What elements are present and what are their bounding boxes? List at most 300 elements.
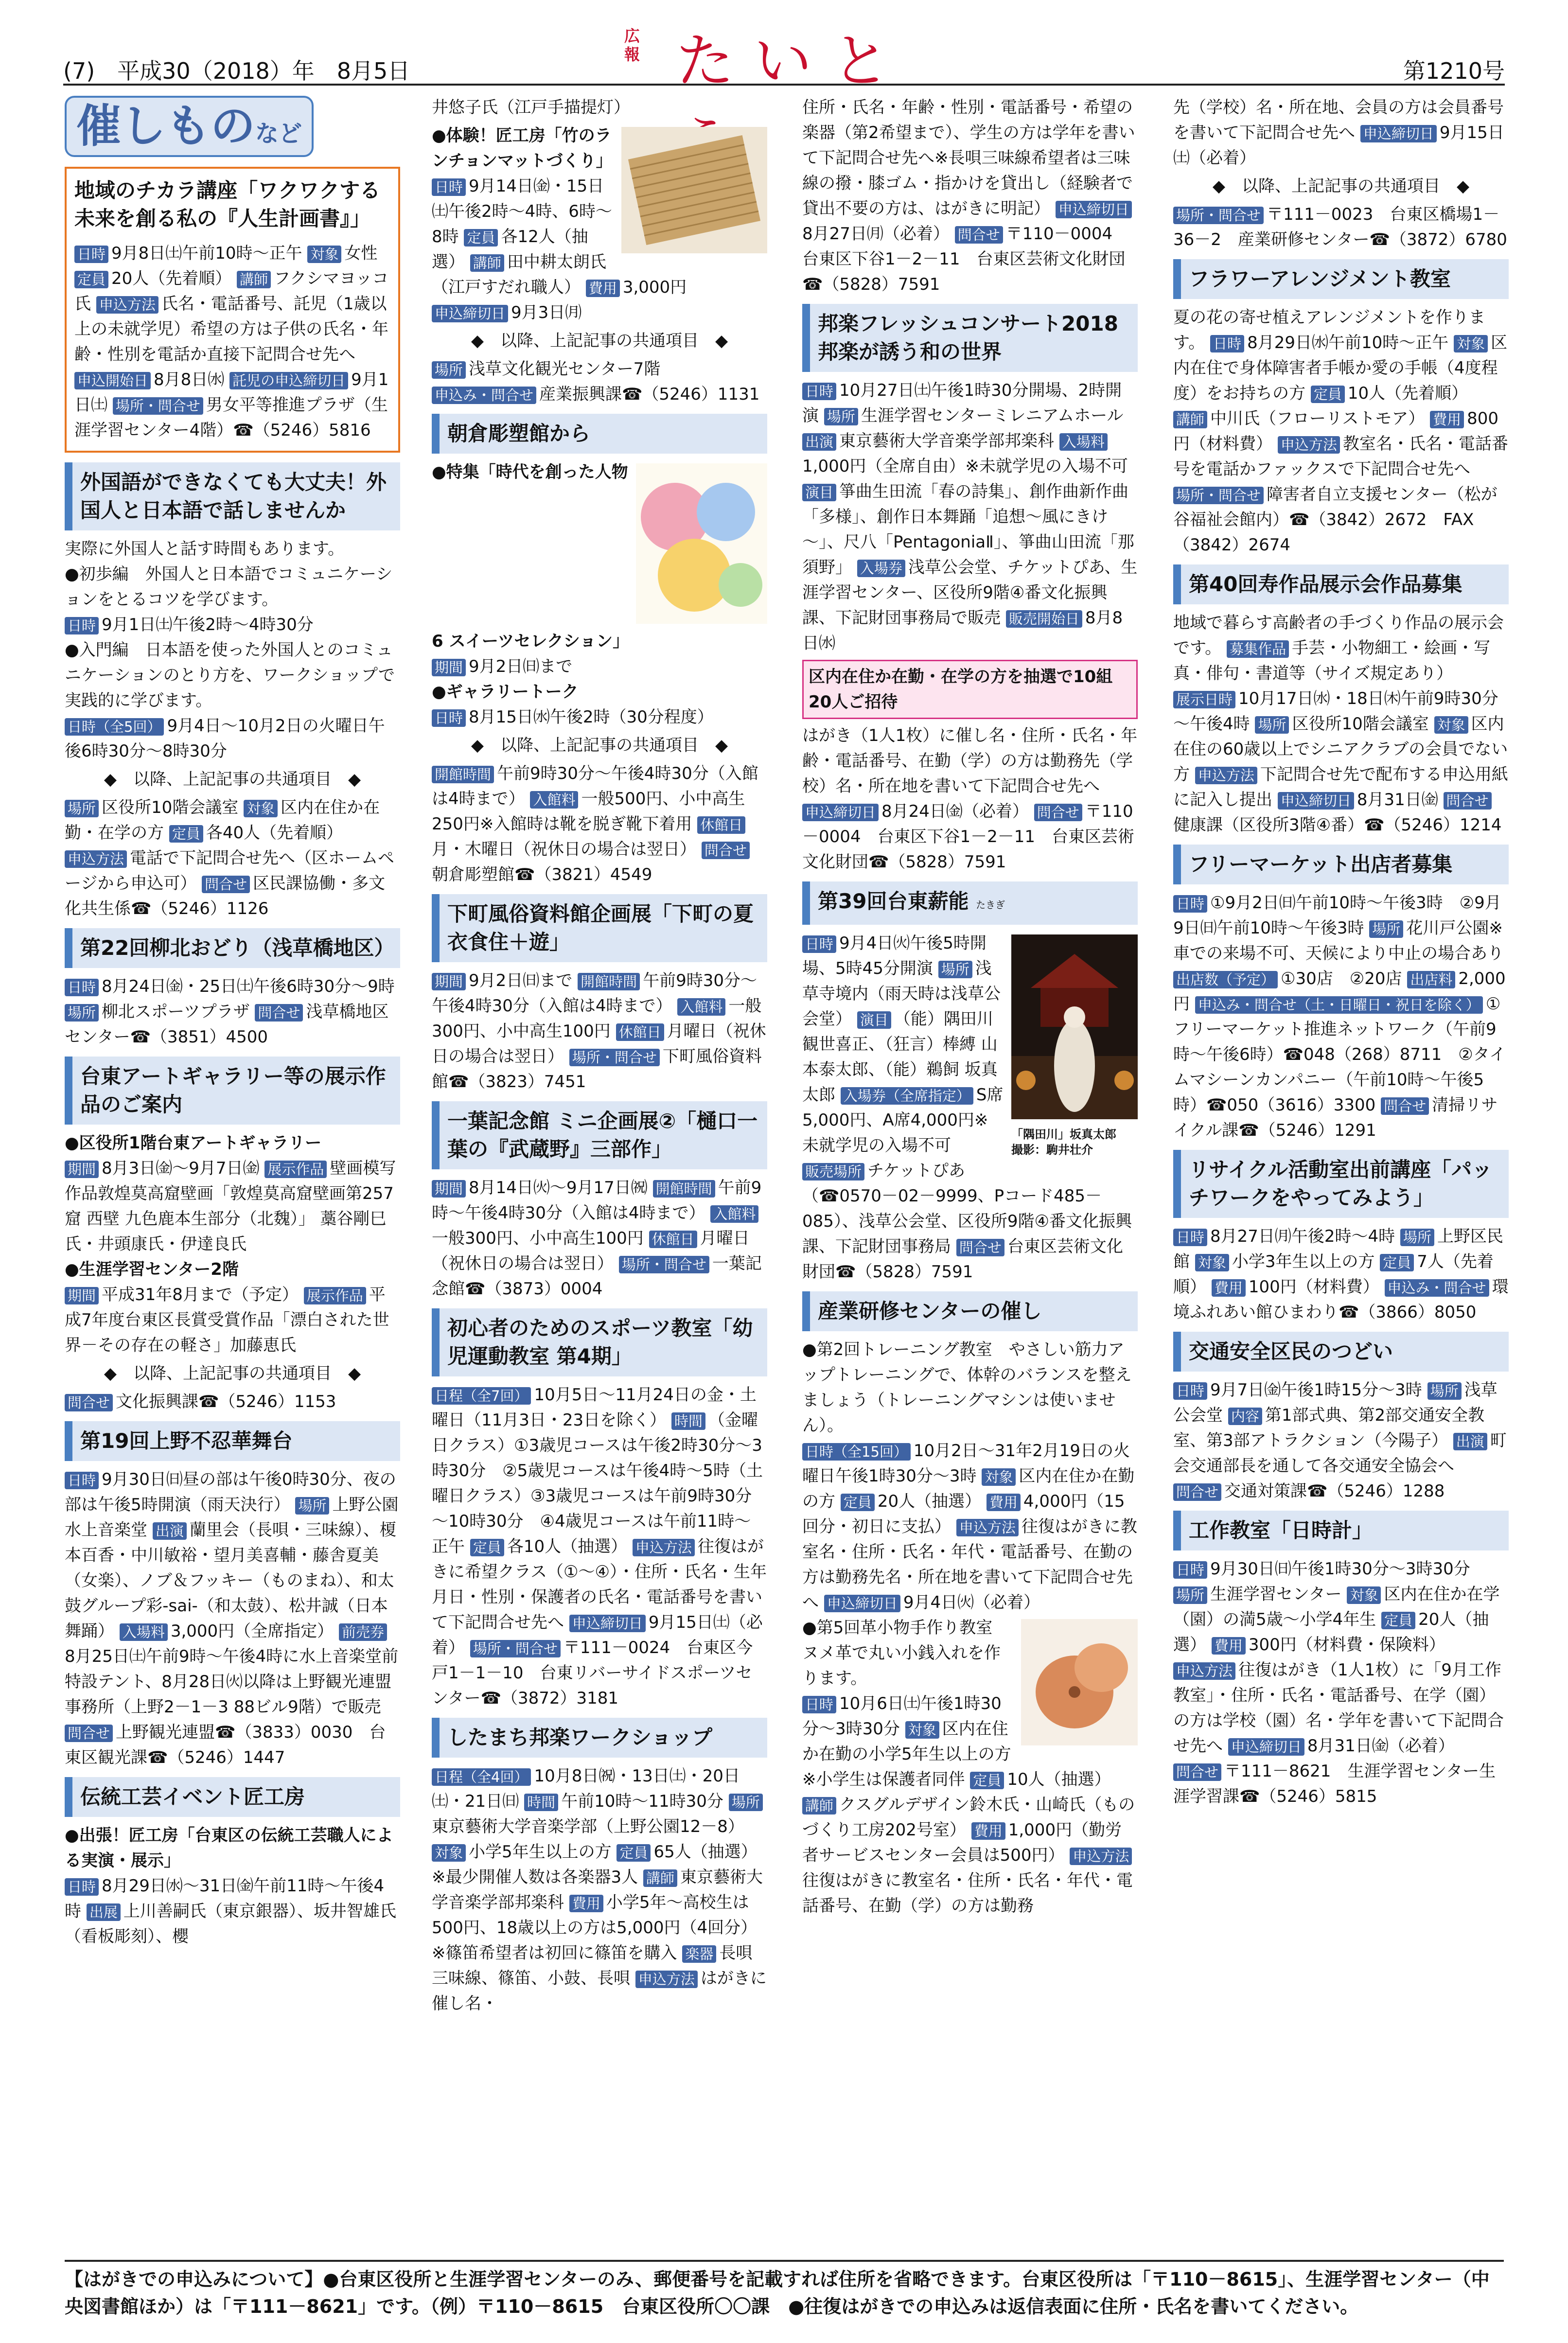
label-tag: 場所 — [65, 1004, 99, 1022]
detail-text: 区内在住の60歳以上でシニアクラブの会員でない方 — [1173, 714, 1508, 784]
detail-text: 午前9時～午後4時30分（入館は4時まで） — [432, 1178, 762, 1223]
detail-text: 月曜日（祝休日の場合は翌日） — [432, 1022, 766, 1066]
detail-text: 8月3日㈮～9月7日㈮ — [102, 1159, 260, 1178]
label-tag: 申込締切日 — [569, 1615, 646, 1632]
detail-text: 8月31日㈮（必着） — [1307, 1736, 1455, 1756]
detail-text: 区役所10階会議室 — [1292, 714, 1429, 734]
detail-text: 10人（先着順） — [1347, 384, 1468, 403]
detail-text: 9月14日㈮・15日㈯午後2時～4時、6時～8時 — [432, 176, 612, 247]
article-body — [432, 968, 767, 1094]
postcard-notice-footer: 【はがきでの申込みについて】●台東区役所と生涯学習センターのみ、郵便番号を記載すれば住所を省略できます。台東区役所は「〒110－8615」、生涯学習センター（中央図書館ほか）は「〒111－8621」です。（例）〒110－8615 台東区役所〇〇課 ●往復はがきでの申込みは返信表面に住所・氏名を書いてください。 — [65, 2260, 1504, 2320]
label-tag: 申込締切日 — [1278, 792, 1354, 810]
detail-text: 長唄三味線、篠笛、小鼓、長唄 — [432, 1943, 753, 1988]
detail-text: 下記問合せ先で配布する申込用紙に記入し提出 — [1173, 765, 1508, 810]
continued-text: 住所・氏名・年齢・性別・電話番号・希望の楽器（第2希望まで）、学生の方は学年を書いて下記問合せ先へ※長唄三味線希望者は三味線の撥・膝ゴム・指かけを貸出し（経験者で貸出不要の方は、はがきに明記） — [802, 98, 1135, 218]
article-title: 第40回寿作品展示会作品募集 — [1173, 564, 1509, 604]
label-tag: 日時 — [1173, 1561, 1207, 1579]
article-body — [1173, 890, 1509, 1143]
label-tag: 場所・問合せ — [569, 1049, 660, 1066]
detail-text: 環境ふれあい館ひまわり☎（3866）8050 — [1173, 1277, 1509, 1322]
detail-text: 10月17日㈬・18日㈭午前9時30分～午後4時 — [1173, 689, 1498, 734]
ruby-reading: たきぎ — [976, 899, 1005, 911]
detail-text: 東京藝術大学音楽学部（上野公園12－8） — [432, 1817, 744, 1836]
label-tag: 場所・問合せ — [1173, 207, 1264, 224]
label-tag: 定員 — [1380, 1254, 1414, 1271]
label-tag: 期間 — [432, 1180, 466, 1198]
article-body — [65, 1130, 400, 1414]
label-tag: 入館料 — [677, 998, 725, 1016]
label-tag: 申込方法 — [65, 850, 127, 868]
article-body — [1173, 95, 1509, 252]
label-tag: 日時 — [65, 617, 99, 634]
issue-number: 第1210号 — [1403, 58, 1505, 84]
label-tag: 申込締切日 — [432, 305, 508, 322]
detail-text: 〒111－0023 台東区橋場1－36－2 産業研修センター☎（3872）6780 — [1173, 205, 1507, 249]
label-tag: 定員 — [841, 1494, 875, 1511]
label-tag: 楽器 — [682, 1945, 716, 1963]
common-items-separator: ◆ 以降、上記記事の共通項目 ◆ — [104, 770, 361, 789]
label-tag: 期間 — [432, 659, 466, 676]
detail-text: 箏曲生田流「春の詩集」、創作曲新作曲「多様」、創作日本舞踊「追想～風にきけ～」、尺八「PentagoniaⅡ」、箏曲山田流「那須野」 — [802, 482, 1134, 577]
label-tag: 問合せ — [1173, 1483, 1221, 1501]
detail-text: 清掃リサイクル課☎（5246）1291 — [1173, 1095, 1498, 1140]
label-tag: 問合せ — [702, 842, 750, 859]
label-tag: 講師 — [643, 1869, 677, 1887]
detail-text: 生涯学習センター — [1210, 1585, 1342, 1604]
label-tag: 費用 — [1430, 411, 1464, 428]
article-title: 下町風俗資料館企画展「下町の夏 衣食住＋遊」 — [432, 894, 767, 962]
label-tag: 場所 — [1400, 1229, 1434, 1246]
article-title: 第22回柳北おどり（浅草橋地区） — [65, 928, 400, 968]
article-body — [802, 1337, 1138, 1919]
newspaper-logo — [617, 15, 968, 95]
label-tag: 時間 — [524, 1794, 558, 1811]
detail-text: 9月4日㈫（必着） — [903, 1593, 1040, 1612]
label-tag: 日時（全5回） — [65, 718, 164, 736]
detail-text: 9月30日㈰午後1時30分～3時30分 — [1210, 1559, 1470, 1579]
article-title: 第19回上野不忍華舞台 — [65, 1421, 400, 1461]
label-tag: 定員 — [617, 1844, 651, 1862]
detail-text: 〒111－0024 台東区今戸1－1－10 台東リバーサイドスポーツセンター☎（3872）3181 — [432, 1638, 753, 1708]
detail-text: （能）隅田川 観世喜正、（狂言）棒縛 山本泰太郎、（能）鵜飼 坂真太郎 — [802, 1009, 998, 1105]
detail-text: 各10人（抽選） — [507, 1537, 628, 1556]
detail-text: 一葉記念館☎（3873）0004 — [432, 1254, 762, 1299]
label-tag: 日時 — [432, 178, 466, 196]
noh-photo-figure — [1011, 934, 1138, 1158]
label-tag: 問合せ — [202, 876, 250, 893]
issue-date: (7) 平成30（2018）年 8月5日 — [63, 58, 410, 84]
label-tag: 定員 — [1311, 386, 1345, 403]
detail-text: 9月30日㈰昼の部は午後0時30分、夜の部は午後5時開演（雨天決行） — [65, 1470, 396, 1515]
detail-text: 9月2日㈰まで — [469, 657, 573, 676]
body-text: 夏の花の寄せ植えアレンジメントを作ります。 — [1173, 308, 1485, 352]
detail-text: 7人（先着順） — [1173, 1252, 1494, 1297]
detail-text: 10月8日㈷・13日㈯・20日㈯・21日㈰ — [432, 1766, 740, 1811]
detail-text: 8月24日㈮（必着） — [881, 802, 1029, 821]
label-tag: 休館日 — [649, 1231, 697, 1248]
article-title: 工作教室「日時計」 — [1173, 1511, 1509, 1550]
detail-text: 8月27日㈪（必着） — [802, 224, 950, 244]
photo-caption: 「隅田川」坂真太郎 撮影：駒井壮介 — [1011, 1127, 1128, 1157]
label-tag: 申込開始日 — [74, 372, 151, 389]
label-tag: 期間 — [65, 1287, 99, 1304]
label-tag: 開館時間 — [578, 973, 640, 990]
article-title-text: 第39回台東薪能 — [818, 889, 969, 913]
label-tag: 日時 — [1173, 895, 1207, 913]
label-tag: 場所 — [295, 1497, 329, 1515]
detail-text: 電話で下記問合せ先へ（区ホームページから申込可） — [65, 848, 395, 893]
article-title — [802, 881, 1138, 925]
label-tag: 申込み・問合せ（土・日曜日・祝日を除く） — [1195, 996, 1483, 1014]
label-tag: 費用 — [987, 1494, 1021, 1511]
label-tag: 時間 — [671, 1412, 705, 1430]
label-tag: 申込締切日 — [1056, 201, 1132, 218]
label-tag: 費用 — [1212, 1279, 1246, 1297]
label-tag: 日時 — [802, 383, 836, 400]
detail-text: 壁画模写作品敦煌莫高窟壁画「敦煌莫高窟壁画第257窟 西壁 九色鹿本生部分（北魏）」 藁谷剛巳氏・井頭康氏・伊達良氏 — [65, 1159, 396, 1254]
detail-text: 8月14日㈫～9月17日㈷ — [469, 1178, 648, 1198]
label-tag: 入場料 — [120, 1623, 168, 1641]
detail-text: 小学3年生以上の方 — [1232, 1252, 1375, 1271]
article-body — [74, 241, 390, 443]
detail-text: 往復はがきに教室名・住所・氏名・年代・電話番号、在勤（学）の方は勤務 — [802, 1871, 1133, 1916]
detail-text: 3,000円 — [622, 278, 687, 297]
label-tag: 費用 — [586, 280, 620, 297]
label-tag: 販売開始日 — [1006, 610, 1082, 628]
detail-text: 産業振興課☎（5246）1131 — [539, 385, 760, 404]
label-tag: 申込み・問合せ — [432, 387, 536, 404]
detail-text: 区内在住か在勤の小学5年生以上の方※小学生は保護者同伴 — [802, 1719, 1011, 1789]
detail-text: 午前9時30分～午後4時30分（入館は4時まで） — [432, 764, 758, 809]
article-body — [432, 1175, 767, 1302]
label-tag: 場所 — [729, 1794, 763, 1811]
label-tag: 休館日 — [697, 816, 745, 834]
label-tag: 対象 — [1434, 716, 1468, 734]
detail-text: 月曜日（祝休日の場合は翌日） — [432, 1229, 750, 1273]
common-items-separator: ◆ 以降、上記記事の共通項目 ◆ — [104, 1364, 361, 1383]
article-body — [432, 459, 767, 887]
masthead — [0, 0, 1568, 95]
label-tag: 対象 — [432, 1844, 466, 1862]
detail-text: 男女平等推進プラザ（生涯学習センター4階）☎（5246）5816 — [74, 395, 388, 440]
label-tag: 入場券（全席指定） — [841, 1087, 973, 1105]
column-3 — [802, 95, 1138, 2254]
noh-performance-photo — [1011, 934, 1138, 1119]
detail-text: 〒111－8621 生涯学習センター生涯学習課☎（5246）5815 — [1173, 1762, 1496, 1806]
detail-text: 3,000円（全席指定） — [170, 1621, 334, 1641]
body-text: ●体験！匠工房「竹のランチョンマットづくり」 — [432, 126, 613, 171]
label-tag: 出展 — [87, 1903, 121, 1921]
label-tag: 定員 — [970, 1772, 1004, 1789]
label-tag: 対象 — [1347, 1586, 1381, 1604]
label-tag: 問合せ — [1034, 804, 1082, 821]
detail-text: ①9月2日㈰午前10時～午後3時 ②9月9日㈰午前10時～午後3時 — [1173, 893, 1501, 938]
label-tag: 問合せ — [65, 1394, 113, 1411]
detail-text: 氏名・電話番号、託児（1歳以上の未就学児）希望の方は子供の氏名・年齢・性別を電話か直接下記問合せ先へ — [74, 294, 388, 364]
detail-text: 9月7日㈮午後1時15分～3時 — [1210, 1380, 1422, 1400]
label-tag: 申込方法 — [633, 1539, 695, 1556]
article-body — [802, 378, 1138, 875]
detail-text: 1,000円（勤労者サービスセンター会員は500円） — [802, 1820, 1122, 1865]
detail-text: 9月15日㈯（必着） — [432, 1613, 763, 1657]
label-tag: 期間 — [65, 1161, 99, 1178]
article-title: 伝統工芸イベント匠工房 — [65, 1777, 400, 1817]
article-body — [1173, 1556, 1509, 1809]
column-1 — [65, 95, 400, 2254]
label-tag: 費用 — [1212, 1637, 1246, 1655]
label-tag: 展示作品 — [304, 1287, 366, 1304]
label-tag: 出店数（予定） — [1173, 971, 1278, 988]
label-tag: 日時 — [1173, 1229, 1207, 1246]
detail-text: 往復はがき（1人1枚）に「9月工作教室」・住所・氏名・電話番号、在学（園）の方は学校（園）名・学年を書いて下記問合せ先へ — [1173, 1660, 1504, 1756]
label-tag: 募集作品 — [1227, 640, 1289, 658]
label-tag: 講師 — [470, 254, 504, 272]
detail-text: 文化振興課☎（5246）1153 — [116, 1392, 336, 1411]
label-tag: 定員 — [169, 825, 203, 843]
label-tag: 問合せ — [65, 1725, 113, 1742]
label-tag: 問合せ — [255, 1004, 303, 1022]
detail-text: 台東区芸術文化財団☎（5828）7591 — [802, 1237, 1123, 1282]
label-tag: 日程（全7回） — [432, 1387, 531, 1405]
detail-text: 交通対策課☎（5246）1288 — [1224, 1481, 1445, 1501]
detail-text: 区内在住か在勤の方 — [802, 1466, 1135, 1511]
label-tag: 申込締切日 — [824, 1595, 900, 1612]
section-banner — [65, 96, 314, 157]
detail-text: 平成7年度台東区長賞受賞作品「漂白された世界－その存在の軽さ」加藤恵氏 — [65, 1285, 389, 1355]
body-text: ●出張！匠工房「台東区の伝統工芸職人による実演・展示」 — [65, 1826, 393, 1870]
detail-text: 8月8日㈬ — [154, 370, 225, 389]
detail-text: 100円（材料費） — [1248, 1277, 1379, 1297]
label-tag: 問合せ — [1173, 1763, 1221, 1781]
label-tag: 場所・問合せ — [619, 1256, 709, 1273]
detail-text: 町会交通部長を通して各交通安全協会へ — [1173, 1431, 1507, 1476]
label-tag: 申込方法 — [1278, 436, 1340, 454]
detail-text: 小学5年～高校生は500円、18歳以上の方は5,000円（4回分）※篠笛希望者は初回に篠笛を購入 — [432, 1893, 758, 1963]
label-tag: 講師 — [802, 1797, 836, 1815]
detail-text: 上川善嗣氏（東京銀器）、坂井智雄氏（看板彫刻）、櫻 — [65, 1902, 396, 1946]
label-tag: 申込締切日 — [802, 804, 879, 821]
detail-text: 往復はがきに教室名・住所・氏名・年代・電話番号、在勤の方は勤務先名・所在地を書いて下記問合せ先へ — [802, 1517, 1137, 1612]
article-title: リサイクル活動室出前講座「パッチワークをやってみよう」 — [1173, 1150, 1509, 1218]
detail-text: 8月31日㈮ — [1357, 790, 1438, 810]
detail-text: 65人（抽選）※最少開催人数は各楽器3人 — [432, 1842, 758, 1887]
label-tag: 入館料 — [710, 1205, 758, 1223]
label-tag: 日時 — [1173, 1382, 1207, 1400]
article-body — [65, 1467, 400, 1770]
detail-text: 〒110－0004 台東区下谷1－2－11 台東区芸術文化財団☎（5828）7591 — [802, 224, 1129, 294]
label-tag: 対象 — [244, 800, 278, 817]
label-tag: 入場券 — [857, 560, 905, 577]
label-tag: 申込み・問合せ — [1385, 1279, 1489, 1297]
detail-text: 生涯学習センターミレニアムホール — [861, 406, 1124, 425]
article-title: フリーマーケット出店者募集 — [1173, 845, 1509, 884]
label-tag: 問合せ — [955, 226, 1003, 244]
detail-text: 東京藝術大学音楽学部邦楽科 — [432, 1867, 763, 1912]
detail-text: 各12人（抽選） — [432, 227, 588, 272]
column-4 — [1173, 95, 1509, 2254]
detail-text: 800円（材料費） — [1173, 409, 1499, 454]
label-tag: 出演 — [153, 1522, 187, 1540]
detail-text: 8月15日㈬午後2時（30分程度） — [469, 707, 714, 727]
detail-text: 中川氏（フローリストモア） — [1210, 409, 1425, 428]
detail-text: クスグルデザイン鈴木氏・山崎氏（ものづくり工房202号室） — [802, 1795, 1135, 1840]
label-tag: 入場料 — [1059, 433, 1108, 451]
body-text: ●初歩編 外国人と日本語でコミュニケーションをとるコツを学びます。 — [65, 564, 393, 609]
label-tag: 場所 — [938, 961, 972, 978]
label-tag: 対象 — [1195, 1254, 1229, 1271]
label-tag: 申込締切日 — [1360, 125, 1437, 142]
detail-text: 9月1日㈯午後2時～4時30分 — [102, 615, 314, 634]
article-life-plan — [65, 167, 400, 453]
body-text: 実際に外国人と話す時間もあります。 — [65, 539, 345, 559]
label-tag: 申込方法 — [1070, 1848, 1132, 1865]
label-tag: 出店料 — [1407, 971, 1455, 988]
label-tag: 費用 — [569, 1895, 603, 1912]
label-tag: 問合せ — [1444, 792, 1492, 810]
label-tag: 場所 — [65, 800, 99, 817]
detail-text: 9月1日㈯ — [74, 370, 389, 415]
label-tag: 場所・問合せ — [470, 1640, 561, 1657]
article-title: 邦楽フレッシュコンサート2018 邦楽が誘う和の世界 — [802, 304, 1138, 372]
common-items-separator: ◆ 以降、上記記事の共通項目 ◆ — [471, 331, 728, 351]
label-tag: 開館時間 — [432, 766, 494, 783]
label-tag: 定員 — [464, 229, 498, 247]
detail-text: 区民課協働・多文化共生係☎（5246）1126 — [65, 874, 386, 918]
detail-text: 8月24日㈮・25日㈯午後6時30分～9時 — [102, 977, 395, 996]
invitation-notice: 区内在住か在勤・在学の方を抽選で10組20人ご招待 — [802, 660, 1138, 719]
detail-text: 8月29日㈬午前10時～正午 — [1247, 333, 1449, 352]
detail-text: 9月4日～10月2日の火曜日午後6時30分～8時30分 — [65, 716, 385, 761]
detail-text: 平成31年8月まで（予定） — [102, 1285, 299, 1304]
article-body — [802, 95, 1138, 297]
detail-text: 9月3日㈪ — [511, 303, 582, 322]
label-tag: 日時（全15回） — [802, 1443, 911, 1461]
body-text: はがき（1人1枚）に催し名・住所・氏名・年齢・電話番号、在勤（学）の方は勤務先（学校）名・所在地を書いて下記問合せ先へ — [802, 726, 1138, 796]
detail-text: 2,000円 — [1173, 969, 1506, 1014]
label-tag: 場所 — [1427, 1382, 1462, 1400]
body-text: ●区役所1階台東アートギャラリー — [65, 1133, 322, 1153]
body-text: 地域で暮らす高齢者の手づくり作品の展示会です。 — [1173, 613, 1504, 658]
label-tag: 場所 — [1255, 716, 1289, 734]
detail-text: 田中耕太朗氏（江戸すだれ職人） — [432, 252, 606, 297]
detail-text: 1,000円（全席自由）※未就学児の入場不可 — [802, 457, 1128, 476]
article-title: したまち邦楽ワークショップ — [432, 1718, 767, 1758]
label-tag: 申込方法 — [96, 296, 159, 314]
label-tag: 日時 — [65, 979, 99, 996]
detail-text: 一般500円、小中高生250円※入館時は靴を脱ぎ靴下着用 — [432, 789, 745, 834]
label-tag: 講師 — [1173, 411, 1207, 428]
header-rule — [63, 84, 1505, 86]
detail-text: 健康課（区役所3階④番）☎（5246）1214 — [1173, 815, 1502, 835]
detail-text: 上野公園水上音楽堂 — [65, 1495, 399, 1540]
label-tag: 場所・問合せ — [1173, 487, 1264, 504]
leather-coin-purse-photo — [1021, 1619, 1138, 1745]
article-title: 初心者のためのスポーツ教室「幼児運動教室 第4期」 — [432, 1308, 767, 1376]
detail-text: 往復はがきに希望クラス（①～④）・住所・氏名・生年月日・性別・保護者の氏名・電話番号を書いて下記問合せ先へ — [432, 1537, 767, 1632]
label-tag: 対象 — [307, 246, 341, 263]
body-text: ●第2回トレーニング教室 やさしい筋力アップトレーニングで、体幹のバランスを整えましょう（トレーニングマシンは使いません）。 — [802, 1340, 1132, 1435]
article-title: フラワーアレンジメント教室 — [1173, 259, 1509, 299]
detail-text: ①フリーマーケット推進ネットワーク（午前9時～午後6時）☎048（268）8711 ②タイムマシーンカンパニー（午前10時～午後5時）☎050（3616）3300 — [1173, 994, 1506, 1115]
detail-text: 午前9時30分～午後4時30分（入館は4時まで） — [432, 971, 758, 1016]
label-tag: 演目 — [857, 1011, 891, 1029]
article-title: 一葉記念館 ミニ企画展②「樋口一葉の『武蔵野』三部作」 — [432, 1101, 767, 1169]
label-tag: 展示日時 — [1173, 691, 1235, 708]
label-tag: 出演 — [802, 433, 836, 451]
label-tag: 演目 — [802, 484, 836, 501]
article-body — [1173, 305, 1509, 558]
label-tag: 定員 — [1381, 1612, 1415, 1629]
label-tag: 期間 — [432, 973, 466, 990]
label-tag: 日時 — [1210, 335, 1244, 352]
common-items-separator: ◆ 以降、上記記事の共通項目 ◆ — [1212, 176, 1470, 196]
detail-text: 下町風俗資料館☎（3823）7451 — [432, 1047, 762, 1092]
detail-text: 花川戸公園※車での来場不可、天候により中止の場合あり — [1173, 918, 1504, 963]
label-tag: 定員 — [74, 271, 108, 288]
body-text: ●生涯学習センター2階 — [65, 1260, 239, 1279]
detail-text: 区内在住か在学（園）の満5歳～小学4年生 — [1173, 1585, 1500, 1629]
detail-text: フクシマヨッコ氏 — [74, 269, 389, 314]
detail-text: 9月4日㈫午後5時開場、5時45分開演 — [802, 934, 987, 978]
article-title: 台東アートギャラリー等の展示作品のご案内 — [65, 1057, 400, 1125]
label-tag: 対象 — [982, 1468, 1016, 1486]
detail-text: 8月8日㈬ — [802, 608, 1123, 653]
detail-text: 区内在住で身体障害者手帳か愛の手帳（4度程度）をお持ちの方 — [1173, 333, 1508, 403]
label-tag: 場所 — [1173, 1586, 1207, 1604]
detail-text: 20人（抽選） — [1173, 1610, 1489, 1655]
detail-text: 浅草寺境内（雨天時は浅草公会堂） — [802, 959, 1001, 1029]
logo-title: たいと — [676, 28, 909, 95]
common-items-separator: ◆ 以降、上記記事の共通項目 ◆ — [471, 736, 728, 755]
label-tag: 問合せ — [956, 1239, 1004, 1256]
label-tag: 日程（全4回） — [432, 1768, 531, 1786]
logo-kouhou: 広報 — [624, 27, 640, 64]
article-body — [1173, 610, 1509, 838]
article-title: 交通安全区民のつどい — [1173, 1332, 1509, 1372]
label-tag: 日時 — [802, 935, 836, 953]
detail-text: 浅草公会堂、チケットぴあ、生涯学習センター、区役所9階④番文化振興課、下記財団事務局で販売 — [802, 558, 1138, 628]
detail-text: 月・木曜日（祝休日の場合は翌日） — [432, 840, 696, 859]
label-tag: 場所 — [432, 361, 466, 379]
article-body — [432, 123, 767, 407]
body-text: ●ギャラリートーク — [432, 682, 579, 702]
detail-text: 上野区民館 — [1173, 1227, 1504, 1271]
detail-text: 各40人（先着順） — [206, 823, 343, 843]
article-title: 朝倉彫塑館から — [432, 414, 767, 454]
label-tag: 日時 — [432, 709, 466, 727]
detail-text: 教室名・氏名・電話番号を電話かファックスで下記問合せ先へ — [1173, 434, 1508, 479]
article-title: 地域のチカラ講座「ワクワクする未来を創る私の『人生計画書』」 — [74, 176, 390, 233]
detail-text: 障害者自立支援センター（松が谷福祉会館内）☎（3842）2672 FAX（3842）2674 — [1173, 485, 1498, 555]
article-title: 外国語ができなくても大丈夫！外国人と日本語で話しませんか — [65, 462, 400, 530]
detail-text: 8月29日㈬～31日㈮午前11時～午後4時 — [65, 1876, 385, 1921]
label-tag: 日時 — [802, 1696, 836, 1713]
detail-text: 300円（材料費・保険料） — [1248, 1635, 1445, 1655]
label-tag: 開館時間 — [653, 1180, 715, 1198]
article-body — [65, 974, 400, 1050]
detail-text: 10人（抽選） — [1007, 1770, 1111, 1789]
sweets-poster-illustration — [636, 463, 767, 624]
detail-text: 20人（先着順） — [111, 269, 232, 288]
continued-text: 先（学校）名・所在地、会員の方は会員番号を書いて下記問合せ先へ — [1173, 98, 1504, 142]
detail-text: （金曜日クラス）①3歳児コースは午後2時30分～3時30分 ②5歳児コースは午後4時～5時（土曜日クラス）③3歳児コースは午前9時30分～10時30分 ④4歳児コースは午前11時～正午 — [432, 1410, 763, 1556]
detail-text: 一般300円、小中高生100円 — [432, 1229, 644, 1248]
article-body — [65, 1823, 400, 1949]
label-tag: 定員 — [470, 1539, 504, 1556]
label-tag: 場所 — [824, 408, 858, 425]
article-body — [1173, 1377, 1509, 1504]
detail-text: 浅草文化観光センター7階 — [469, 359, 661, 379]
